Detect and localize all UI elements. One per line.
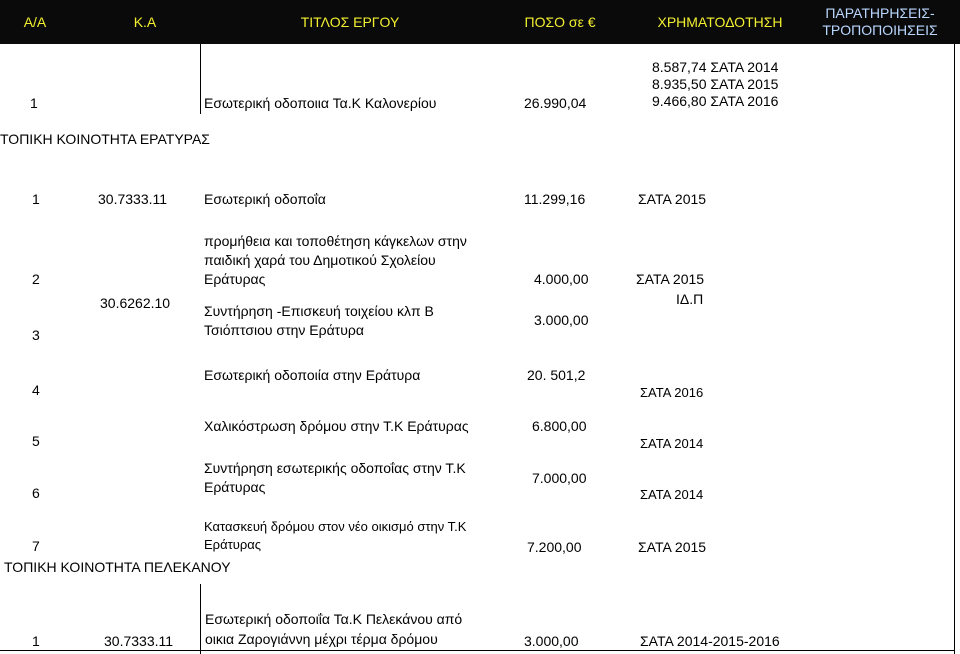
header-ka: Κ.Α [133,13,157,30]
row-title: Χαλικόστρωση δρόμου στην Τ.Κ Εράτυρας [204,418,469,434]
row-aa: 7 [32,538,40,554]
row-ka: 30.7333.11 [104,633,174,649]
section-title: ΤΟΠΙΚΗ ΚΟΙΝΟΤΗΤΑ ΕΡΑΤΥΡΑΣ [0,131,210,147]
row-aa: 1 [32,191,40,207]
row-amount: 26.990,04 [524,95,587,111]
row-funding-line: 8.935,50 ΣΑΤΑ 2015 [652,76,779,92]
row-aa: 1 [32,633,40,649]
row-aa: 4 [32,382,40,398]
row-title-line: Εσωτερική οδοποιΐα Τα.Κ Πελεκάνου από [205,611,463,627]
row-title-line: Εράτυρας [204,271,266,287]
row-amount: 4.000,00 [534,271,589,287]
row-amount: 7.200,00 [527,539,582,555]
divider-line [200,44,201,114]
row-title-line: Εράτυρας [204,537,262,552]
row-funding: ΣΑΤΑ 2015 [638,191,707,207]
row-title-line: Συντήρηση εσωτερικής οδοποΐας στην Τ.Κ [204,460,466,476]
bottom-border [0,650,955,651]
row-title-line: Συντήρηση -Επισκευή τοιχείου κλπ Β [204,303,434,319]
row-aa: 5 [32,433,40,449]
header-aa: Α/Α [23,13,47,30]
row-title-line: προμήθεια και τοποθέτηση κάγκελων στην [204,233,467,249]
row-amount: 11.299,16 [524,191,586,207]
row-ka: 30.6262.10 [100,295,171,311]
header-notes-line2: ΤΡΟΠΟΠΟΙΗΣΕΙΣ [822,22,938,38]
section-title: ΤΟΠΙΚΗ ΚΟΙΝΟΤΗΤΑ ΠΕΛΕΚΑΝΟΥ [4,559,231,575]
row-aa: 6 [32,485,40,501]
header-amount: ΠΟΣΟ σε € [524,13,596,30]
row-title: Εσωτερική οδοποιία στην Εράτυρα [204,367,421,383]
row-ka: 30.7333.11 [98,191,168,207]
row-funding: ΣΑΤΑ 2015 [638,539,707,555]
header-title: ΤΙΤΛΟΣ ΕΡΓΟΥ [300,13,400,30]
right-border [954,44,955,654]
header-funding: ΧΡΗΜΑΤΟΔΟΤΗΣΗ [657,13,783,30]
row-aa: 2 [32,271,40,287]
row-funding: ΣΑΤΑ 2016 [640,385,704,400]
row-title-line: Εράτυρας [204,479,266,495]
row-title: Εσωτερική οδοποΐα [204,191,326,207]
table-header [0,0,960,44]
header-notes [800,0,960,44]
header-notes-line1: ΠΑΡΑΤΗΡΗΣΕΙΣ- [825,5,935,21]
row-amount: 3.000,00 [524,633,579,649]
row-funding-line: 9.466,80 ΣΑΤΑ 2016 [652,93,779,109]
row-funding: ΣΑΤΑ 2014 [640,487,704,502]
row-funding: ΣΑΤΑ 2014-2015-2016 [640,633,780,649]
divider-line [200,584,201,654]
row-amount: 20. 501,2 [527,367,586,383]
row-title: Εσωτερική οδοποιια Τα.Κ Καλονερίου [204,95,437,111]
row-amount: 7.000,00 [532,470,587,486]
row-funding-line: 8.587,74 ΣΑΤΑ 2014 [652,59,779,75]
row-aa: 3 [32,327,40,343]
row-title-line: Τσιόπτσιου στην Εράτυρα [204,322,364,338]
row-title-line: παιδική χαρά του Δημοτικού Σχολείου [204,252,436,268]
row-funding: ΣΑΤΑ 2014 [640,436,704,451]
row-funding: ΣΑΤΑ 2015 [636,271,705,287]
row-title-line: οικια Ζαρογιάννη μέχρι τέρμα δρόμου [205,631,438,647]
row-title-line: Κατασκευή δρόμου στον νέο οικισμό στην Τ.Κ [204,519,467,534]
row-amount: 3.000,00 [534,312,589,328]
row-aa: 1 [30,95,38,111]
row-amount: 6.800,00 [532,418,587,434]
row-funding: ΙΔ.Π [676,291,704,307]
